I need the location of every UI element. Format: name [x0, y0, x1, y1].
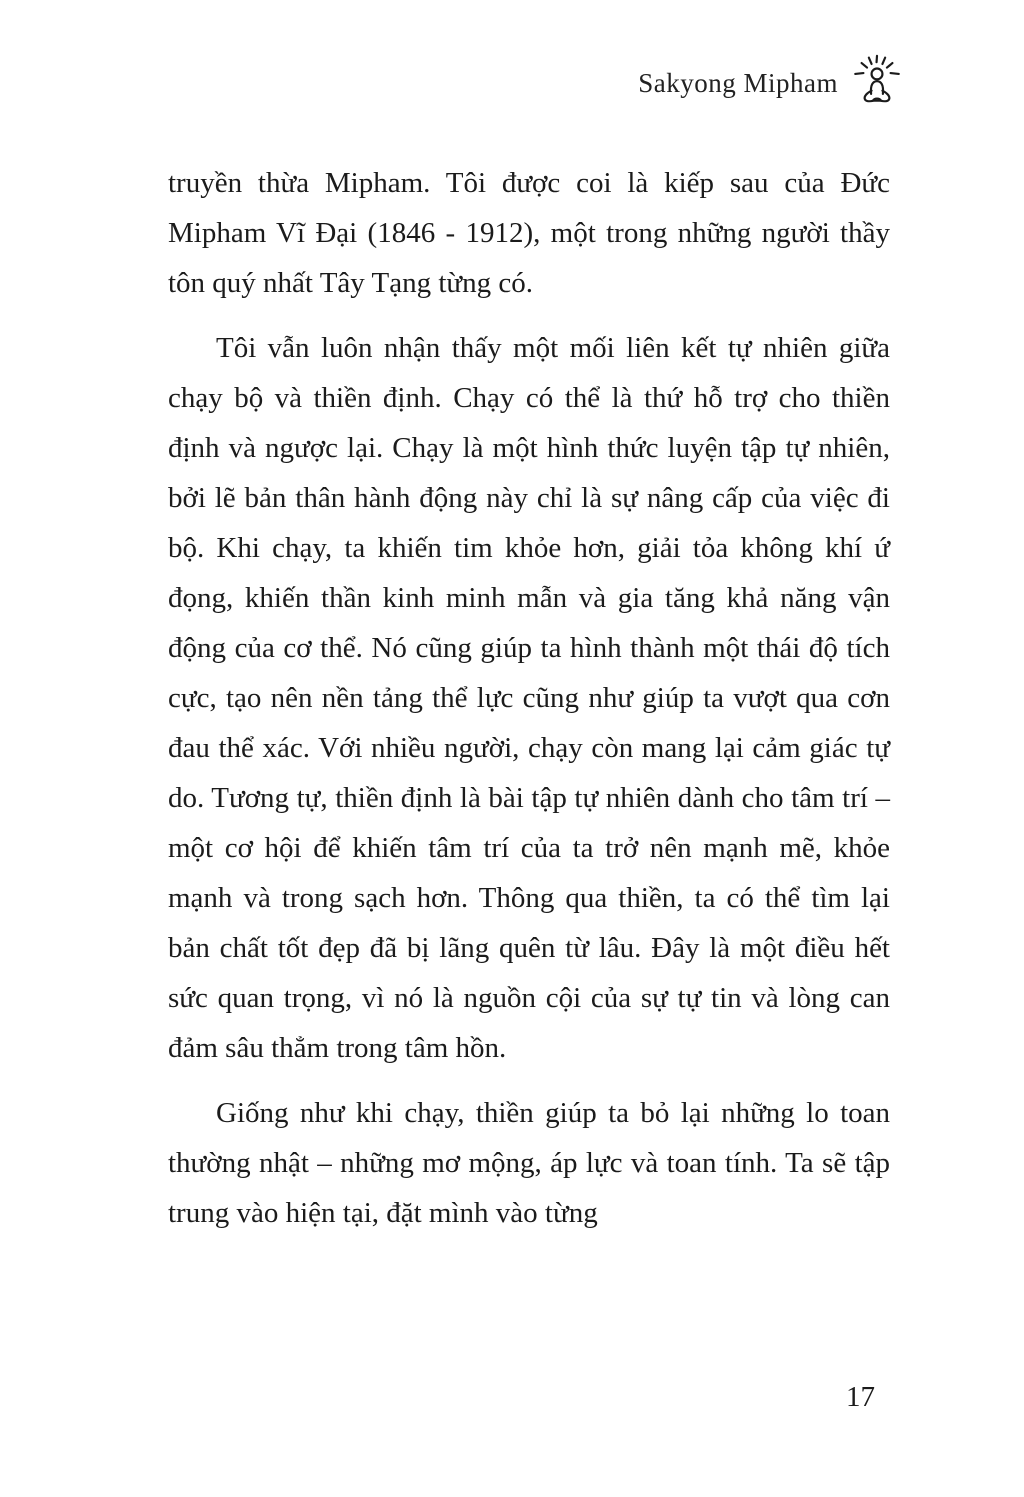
paragraph-continuation: truyền thừa Mipham. Tôi được coi là kiếp sau của Đức Mipham Vĩ Đại (1846 - 1912), một trong những người thầy tôn quý nhất Tây Tạng từng có.: [168, 167, 890, 299]
page-number: 17: [846, 1381, 875, 1413]
page-header: [638, 52, 906, 114]
page-body: [168, 158, 890, 1253]
paragraph: Giống như khi chạy, thiền giúp ta bỏ lại những lo toan thường nhật – những mơ mộng, áp lực và toan tính. Ta sẽ tập trung vào hiện tại, đặt mình vào từng: [168, 1097, 890, 1229]
paragraph: Tôi vẫn luôn nhận thấy một mối liên kết tự nhiên giữa chạy bộ và thiền định. Chạy có thể là thứ hỗ trợ cho thiền định và ngược lại. Chạy là một hình thức luyện tập tự nhiên, bởi lẽ bản thân hành động này chỉ là sự nâng cấp của việc đi bộ. Khi chạy, ta khiến tim khỏe hơn, giải tỏa không khí ứ đọng, khiến thần kinh minh mẫn và gia tăng khả năng vận động của cơ thể. Nó cũng giúp ta hình thành một thái độ tích cực, tạo nên nền tảng thể lực cũng như giúp ta vượt qua cơn đau thể xác. Với nhiều người, chạy còn mang lại cảm giác tự do. Tương tự, thiền định là bài tập tự nhiên dành cho tâm trí – một cơ hội để khiến tâm trí của ta trở nên mạnh mẽ, khỏe mạnh và trong sạch hơn. Thông qua thiền, ta có thể tìm lại bản chất tốt đẹp đã bị lãng quên từ lâu. Đây là một điều hết sức quan trọng, vì nó là nguồn cội của sự tự tin và lòng can đảm sâu thẳm trong tâm hồn.: [168, 332, 890, 1064]
meditation-icon: [848, 52, 906, 114]
running-head-author: Sakyong Mipham: [638, 67, 838, 98]
